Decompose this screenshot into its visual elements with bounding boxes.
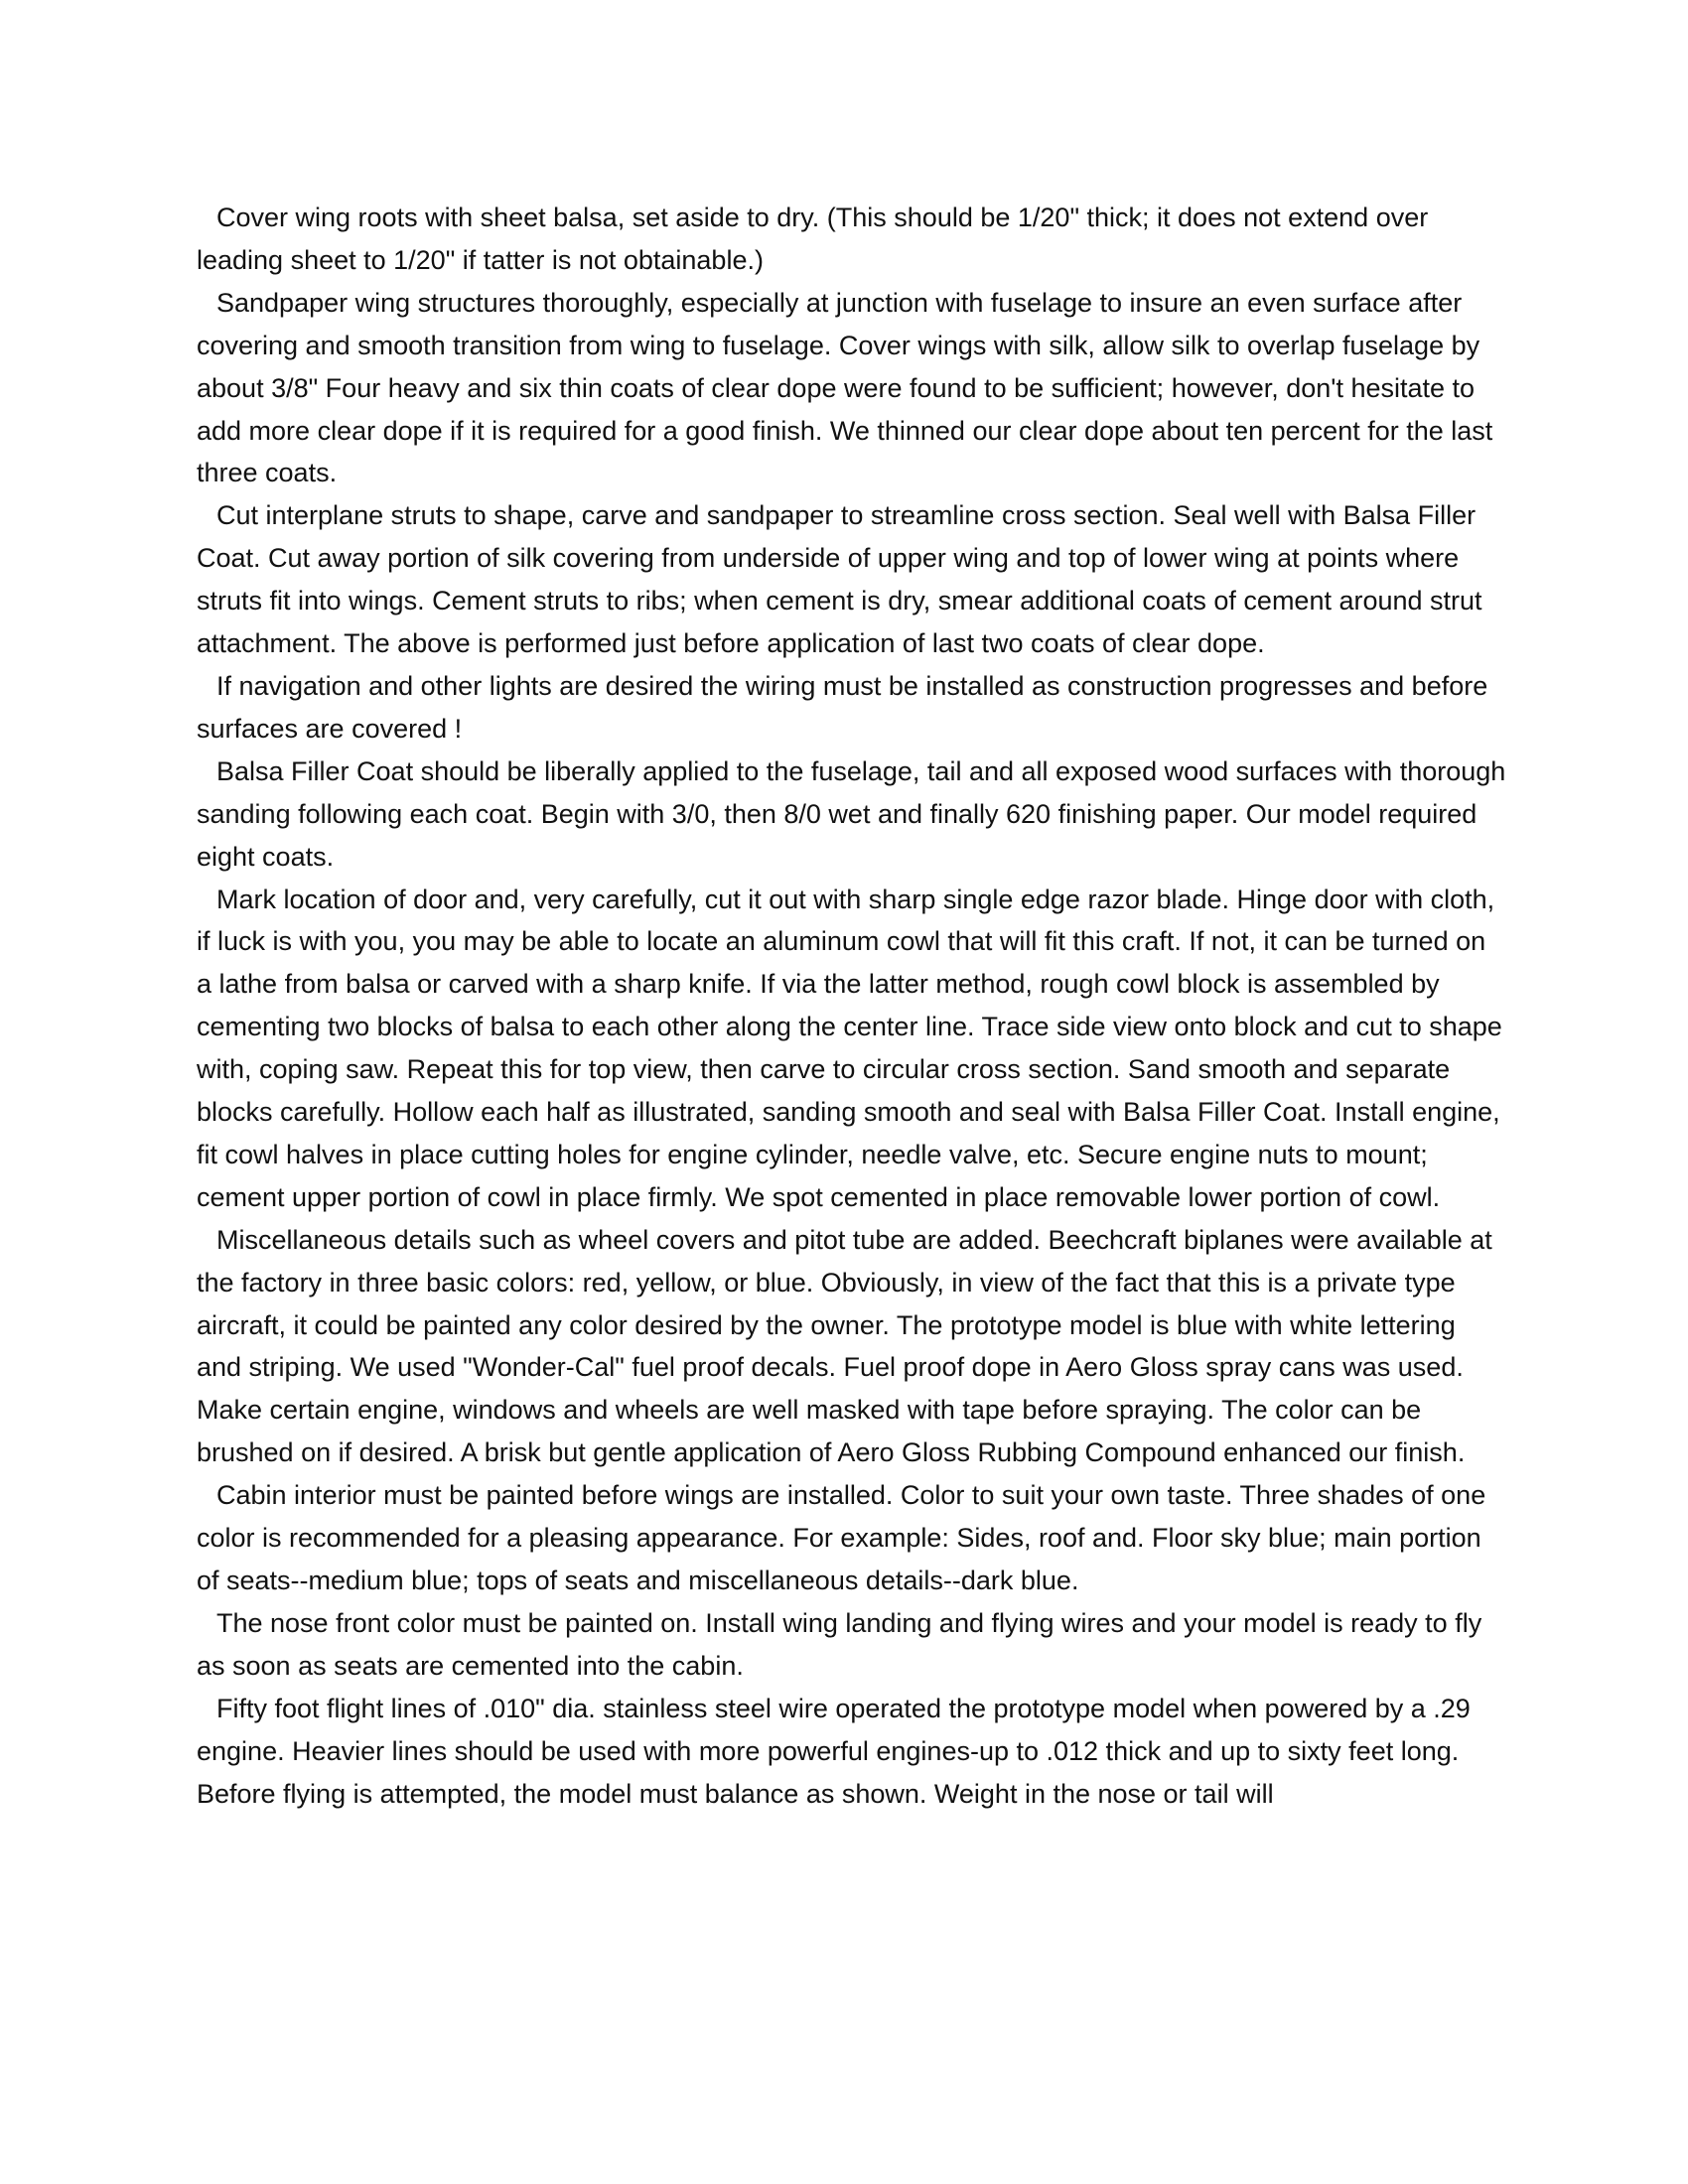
body-text [197, 197, 1507, 1815]
paragraph-cabin-interior: Cabin interior must be painted before wings are installed. Color to suit your own taste. Three shades of one color is recommended for a pleasing appearance. For example: Sides, roof and. Floor sky blue; main portion of seats--medium blue; tops of seats and miscellaneous details--dark blue. [197, 1480, 1486, 1595]
paragraph-filler-coat: Balsa Filler Coat should be liberally applied to the fuselage, tail and all exposed wood surfaces with thorough sanding following each coat. Begin with 3/0, then 8/0 wet and finally 620 finishing paper. Our model required eight coats. [197, 755, 1506, 872]
paragraph-sandpaper-wings: Sandpaper wing structures thoroughly, especially at junction with fuselage to insure an even surface after covering and smooth transition from wing to fuselage. Cover wings with silk, allow silk to overlap fuselage by about 3/8" Four heavy and six thin coats of clear dope were found to be sufficient; however, don't hesitate to add more clear dope if it is required for a good finish. We thinned our clear dope about ten percent for the last three coats. [197, 287, 1493, 488]
paragraph-wing-roots: Cover wing roots with sheet balsa, set aside to dry. (This should be 1/20" thick; it does not extend over leading sheet to 1/20" if tatter is not obtainable.) [197, 203, 1429, 275]
paragraph-navigation-lights: If navigation and other lights are desired the wiring must be installed as construction progresses and before surfaces are covered ! [197, 670, 1488, 744]
paragraph-details-and-colors: Miscellaneous details such as wheel covers and pitot tube are added. Beechcraft biplanes were available at the factory in three basic colors: red, yellow, or blue. Obviously, in view of the fact that this is a private type aircraft, it could be painted any color desired by the owner. The prototype model is blue with white lettering and striping. We used "Wonder-Cal" fuel proof decals. Fuel proof dope in Aero Gloss spray cans was used. Make certain engine, windows and wheels are well masked with tape before spraying. The color can be brushed on if desired. A brisk but gentle application of Aero Gloss Rubbing Compound enhanced our finish. [197, 1224, 1492, 1468]
paragraph-door-and-cowl: Mark location of door and, very carefully, cut it out with sharp single edge razor blade. Hinge door with cloth, if luck is with you, you may be able to locate an aluminum cowl that will fit this craft. If not, it can be turned on a lathe from balsa or carved with a sharp knife. If via the latter method, rough cowl block is assembled by cementing two blocks of balsa to each other along the center line. Trace side view onto block and cut to shape with, coping saw. Repeat this for top view, then carve to circular cross section. Sand smooth and separate blocks carefully. Hollow each half as illustrated, sanding smooth and seal with Balsa Filler Coat. Install engine, fit cowl halves in place cutting holes for engine cylinder, needle valve, etc. Secure engine nuts to mount; cement upper portion of cowl in place firmly. We spot cemented in place removable lower portion of cowl. [197, 884, 1502, 1212]
paragraph-interplane-struts: Cut interplane struts to shape, carve and sandpaper to streamline cross section. Seal well with Balsa Filler Coat. Cut away portion of silk covering from underside of upper wing and top of lower wing at points where struts fit into wings. Cement struts to ribs; when cement is dry, smear additional coats of cement around strut attachment. The above is performed just before application of last two coats of clear dope. [197, 500, 1482, 659]
paragraph-nose-color: The nose front color must be painted on. Install wing landing and flying wires and your model is ready to fly as soon as seats are cemented into the cabin. [197, 1607, 1482, 1681]
paragraph-flight-lines: Fifty foot flight lines of .010" dia. stainless steel wire operated the prototype model when powered by a .29 engine. Heavier lines should be used with more powerful engines-up to .012 thick and up to sixty feet long. Before flying is attempted, the model must balance as shown. Weight in the nose or tail will [197, 1693, 1471, 1809]
